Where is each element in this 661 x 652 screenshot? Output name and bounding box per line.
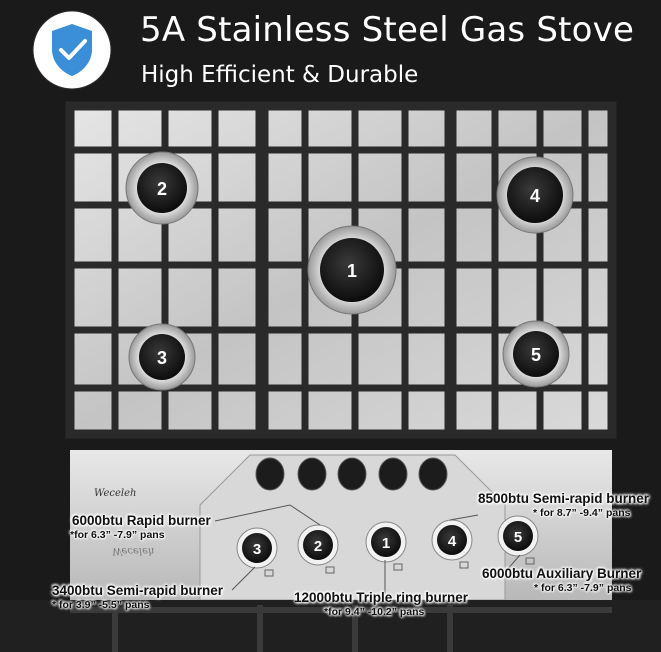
label-semi-rapid-3400-title: 3400btu Semi-rapid burner xyxy=(52,583,224,598)
label-triple-ring-pans: *for 9.4” -10.2” pans xyxy=(324,606,425,618)
burner-2 xyxy=(126,152,198,224)
burner-number: 3 xyxy=(156,348,168,368)
rear-knob xyxy=(379,458,407,490)
burner-1 xyxy=(308,226,396,314)
rear-knob-body xyxy=(379,458,407,490)
rear-knob xyxy=(419,458,447,490)
label-rapid-burner xyxy=(72,513,211,541)
brand-logo: Weceleh xyxy=(94,488,137,499)
label-triple-ring-title: 12000btu Triple ring burner xyxy=(294,590,469,605)
burner-number: 2 xyxy=(156,179,168,199)
rear-knob xyxy=(298,458,326,490)
knob-number: 1 xyxy=(381,535,391,552)
burner-5 xyxy=(503,321,569,387)
label-semi-rapid-8500-title: 8500btu Semi-rapid burner xyxy=(478,491,650,506)
label-semi-rapid-8500-pans: * for 8.7” -9.4” pans xyxy=(533,507,631,519)
label-rapid-burner-pans: *for 6.3” -7.9” pans xyxy=(70,529,165,541)
label-auxiliary-pans: * for 6.3” -7.9” pans xyxy=(534,582,632,594)
burner-4 xyxy=(497,157,573,233)
rear-knob-body xyxy=(256,458,284,490)
label-auxiliary xyxy=(482,566,641,594)
label-triple-ring xyxy=(294,590,468,618)
knob-number: 4 xyxy=(447,533,457,550)
label-rapid-burner-title: 6000btu Rapid burner xyxy=(72,513,211,528)
burner-number: 5 xyxy=(530,345,542,365)
burner-number: 1 xyxy=(346,261,358,281)
rear-knob-body xyxy=(338,458,366,490)
burner-3 xyxy=(129,324,195,390)
rear-knob xyxy=(256,458,284,490)
knob-number: 2 xyxy=(313,538,323,555)
label-semi-rapid-3400-pans: * for 3.9” -5.5” pans xyxy=(52,599,150,611)
brand-logo-reflection: Weceleh xyxy=(112,545,155,556)
knob-number: 3 xyxy=(252,541,262,558)
rear-knob-body xyxy=(419,458,447,490)
burner-number: 4 xyxy=(529,186,541,206)
page-subtitle: High Efficient & Durable xyxy=(141,62,419,88)
page-title: 5A Stainless Steel Gas Stove xyxy=(140,10,635,50)
rear-knob-body xyxy=(298,458,326,490)
knob-number: 5 xyxy=(513,529,523,546)
label-auxiliary-title: 6000btu Auxiliary Burner xyxy=(482,566,642,581)
label-semi-rapid-8500 xyxy=(478,491,649,519)
rear-knob xyxy=(338,458,366,490)
label-semi-rapid-3400 xyxy=(52,583,223,611)
